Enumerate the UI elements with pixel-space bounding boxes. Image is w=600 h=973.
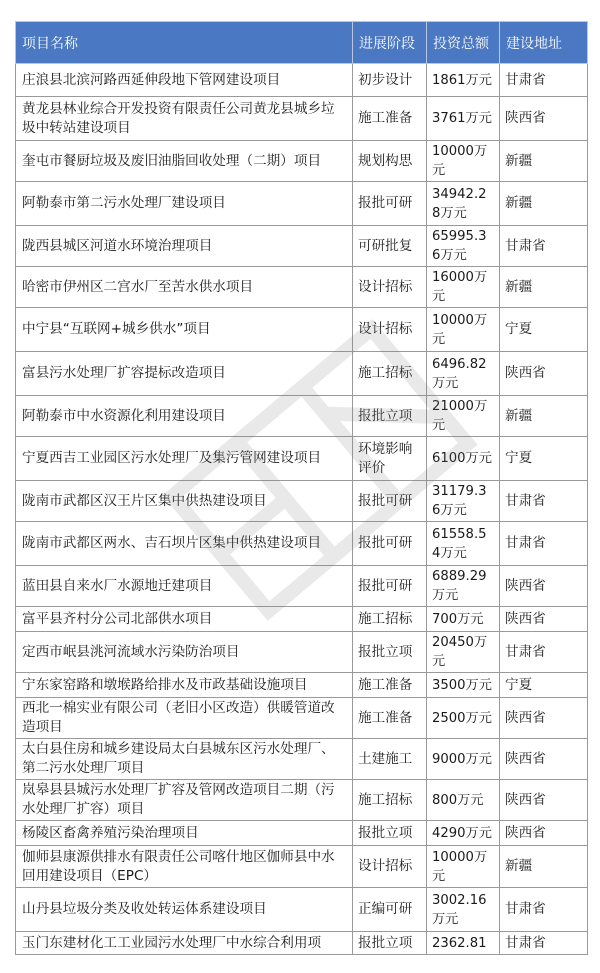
cell-investment: 31179.36万元 (427, 481, 500, 522)
table-row (16, 888, 588, 932)
cell-project-name: 陇南市武都区两水、吉石坝片区集中供热建设项目 (16, 522, 353, 566)
cell-location: 甘肃省 (500, 522, 588, 566)
cell-project-name: 富平县齐村分公司北部供水项目 (16, 607, 353, 632)
cell-location: 新疆 (500, 182, 588, 226)
cell-investment: 3761万元 (427, 97, 500, 141)
cell-stage: 报批立项 (353, 396, 427, 437)
cell-location: 甘肃省 (500, 632, 588, 673)
project-table-container (15, 21, 587, 955)
cell-investment: 10000万元 (427, 308, 500, 352)
cell-investment: 10000万元 (427, 141, 500, 182)
cell-stage: 施工准备 (353, 97, 427, 141)
cell-investment: 3002.16万元 (427, 888, 500, 932)
cell-stage: 环境影响评价 (353, 437, 427, 481)
cell-stage: 施工准备 (353, 698, 427, 739)
cell-investment: 700万元 (427, 607, 500, 632)
cell-location: 甘肃省 (500, 481, 588, 522)
cell-stage: 报批可研 (353, 481, 427, 522)
cell-location: 陕西省 (500, 780, 588, 821)
cell-project-name: 奎屯市餐厨垃圾及废旧油脂回收处理（二期）项目 (16, 141, 353, 182)
cell-stage: 施工招标 (353, 607, 427, 632)
cell-location: 甘肃省 (500, 226, 588, 267)
table-row (16, 141, 588, 182)
cell-stage: 报批立项 (353, 632, 427, 673)
table-row (16, 481, 588, 522)
header-investment: 投资总额 (427, 22, 500, 64)
header-project-name: 项目名称 (16, 22, 353, 64)
cell-investment: 2362.81 (427, 932, 500, 955)
cell-project-name: 陇南市武都区汉王片区集中供热建设项目 (16, 481, 353, 522)
cell-location: 新疆 (500, 846, 588, 888)
cell-investment: 6100万元 (427, 437, 500, 481)
table-row (16, 396, 588, 437)
cell-location: 陕西省 (500, 352, 588, 396)
table-row (16, 673, 588, 698)
table-row (16, 182, 588, 226)
cell-project-name: 杨陵区畜禽养殖污染治理项目 (16, 821, 353, 846)
cell-stage: 设计招标 (353, 846, 427, 888)
cell-location: 甘肃省 (500, 888, 588, 932)
table-row (16, 607, 588, 632)
table-row (16, 64, 588, 97)
cell-project-name: 伽师县康源供排水有限责任公司喀什地区伽师县中水回用建设项目（EPC） (16, 846, 353, 888)
cell-project-name: 庄浪县北滨河路西延伸段地下管网建设项目 (16, 64, 353, 97)
table-row (16, 226, 588, 267)
table-header-row (16, 22, 588, 64)
cell-stage: 土建施工 (353, 739, 427, 780)
cell-project-name: 太白县住房和城乡建设局太白县城东区污水处理厂、第二污水处理厂项目 (16, 739, 353, 780)
cell-stage: 报批可研 (353, 566, 427, 607)
cell-location: 宁夏 (500, 437, 588, 481)
header-stage: 进展阶段 (353, 22, 427, 64)
cell-location: 宁夏 (500, 673, 588, 698)
cell-investment: 1861万元 (427, 64, 500, 97)
cell-location: 新疆 (500, 396, 588, 437)
header-location: 建设地址 (500, 22, 588, 64)
cell-project-name: 西北一棉实业有限公司（老旧小区改造）供暖管道改造项目 (16, 698, 353, 739)
cell-location: 甘肃省 (500, 932, 588, 955)
cell-location: 陕西省 (500, 97, 588, 141)
table-row (16, 308, 588, 352)
table-row (16, 437, 588, 481)
cell-location: 陕西省 (500, 698, 588, 739)
cell-stage: 报批可研 (353, 522, 427, 566)
table-row (16, 698, 588, 739)
cell-project-name: 哈密市伊州区二宫水厂至苦水供水项目 (16, 267, 353, 308)
cell-stage: 施工准备 (353, 673, 427, 698)
cell-project-name: 蓝田县自来水厂水源地迁建项目 (16, 566, 353, 607)
cell-investment: 3500万元 (427, 673, 500, 698)
table-row (16, 739, 588, 780)
cell-investment: 10000万元 (427, 846, 500, 888)
cell-investment: 34942.28万元 (427, 182, 500, 226)
cell-stage: 报批立项 (353, 932, 427, 955)
cell-location: 陕西省 (500, 566, 588, 607)
cell-investment: 9000万元 (427, 739, 500, 780)
cell-stage: 设计招标 (353, 308, 427, 352)
cell-investment: 6889.29万元 (427, 566, 500, 607)
table-row (16, 932, 588, 955)
cell-project-name: 陇西县城区河道水环境治理项目 (16, 226, 353, 267)
cell-investment: 20450万元 (427, 632, 500, 673)
cell-stage: 施工招标 (353, 352, 427, 396)
cell-project-name: 山丹县垃圾分类及收处转运体系建设项目 (16, 888, 353, 932)
cell-project-name: 玉门东建材化工工业园污水处理厂中水综合利用项 (16, 932, 353, 955)
table-row (16, 97, 588, 141)
cell-stage: 初步设计 (353, 64, 427, 97)
cell-project-name: 定西市岷县洮河流域水污染防治项目 (16, 632, 353, 673)
cell-stage: 正编可研 (353, 888, 427, 932)
cell-location: 新疆 (500, 267, 588, 308)
cell-project-name: 宁东家窑路和墩堠路给排水及市政基础设施项目 (16, 673, 353, 698)
cell-location: 甘肃省 (500, 64, 588, 97)
table-row (16, 566, 588, 607)
cell-location: 陕西省 (500, 607, 588, 632)
cell-investment: 800万元 (427, 780, 500, 821)
table-row (16, 267, 588, 308)
cell-investment: 4290万元 (427, 821, 500, 846)
table-row (16, 352, 588, 396)
cell-project-name: 宁夏西吉工业园区污水处理厂及集污管网建设项目 (16, 437, 353, 481)
table-row (16, 821, 588, 846)
cell-investment: 2500万元 (427, 698, 500, 739)
table-row (16, 780, 588, 821)
cell-investment: 6496.82万元 (427, 352, 500, 396)
cell-location: 新疆 (500, 141, 588, 182)
cell-project-name: 岚皋县县城污水处理厂扩容及管网改造项目二期（污水处理厂扩容）项目 (16, 780, 353, 821)
project-table (15, 21, 588, 955)
table-row (16, 522, 588, 566)
cell-stage: 报批立项 (353, 821, 427, 846)
cell-location: 陕西省 (500, 739, 588, 780)
cell-investment: 16000万元 (427, 267, 500, 308)
cell-project-name: 中宁县“互联网+城乡供水”项目 (16, 308, 353, 352)
cell-stage: 报批可研 (353, 182, 427, 226)
cell-stage: 施工招标 (353, 780, 427, 821)
cell-investment: 61558.54万元 (427, 522, 500, 566)
cell-project-name: 富县污水处理厂扩容提标改造项目 (16, 352, 353, 396)
cell-investment: 21000万元 (427, 396, 500, 437)
cell-project-name: 阿勒泰市第二污水处理厂建设项目 (16, 182, 353, 226)
cell-location: 宁夏 (500, 308, 588, 352)
cell-stage: 设计招标 (353, 267, 427, 308)
cell-stage: 规划构思 (353, 141, 427, 182)
cell-investment: 65995.36万元 (427, 226, 500, 267)
table-row (16, 632, 588, 673)
cell-location: 陕西省 (500, 821, 588, 846)
cell-stage: 可研批复 (353, 226, 427, 267)
table-row (16, 846, 588, 888)
cell-project-name: 黄龙县林业综合开发投资有限责任公司黄龙县城乡垃圾中转站建设项目 (16, 97, 353, 141)
cell-project-name: 阿勒泰市中水资源化利用建设项目 (16, 396, 353, 437)
